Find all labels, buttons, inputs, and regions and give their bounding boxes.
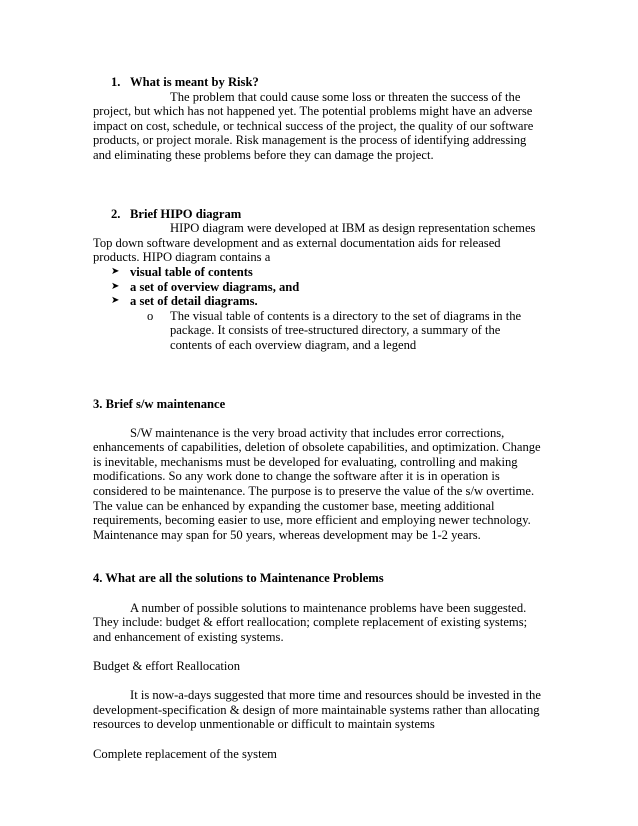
section2-body: HIPO diagram were developed at IBM as design representation schemes Top down software development and as external documentation aids for released products. HIPO diagram contains a [93,221,536,265]
section2-number: 2. [111,206,121,221]
section1-title: What is meant by Risk? [130,75,259,89]
complete-replacement-heading: Complete replacement of the system [93,746,277,761]
section1-body: The problem that could cause some loss or threaten the success of the project, but which has not happened yet. The potential problems might have an adverse impact on cost, schedule, or technical success of the project, the quality of our software products, or project morale. Risk management is the process of identifying addressing and eliminating these problems before they can damage the project. [93,89,534,162]
list-item [93,294,545,309]
arrow-bullet-icon: ➤ [111,295,120,307]
arrow-bullet-icon: ➤ [111,280,120,292]
hipo-bullet-list [93,265,545,309]
arrow-bullet-icon: ➤ [111,265,120,277]
section2-heading [93,207,545,222]
section3-body: S/W maintenance is the very broad activity that includes error corrections, enhancements of capabilities, deletion of obsolete capabilities, and optimization. Change is inevitable, mechanisms must be developed for evaluating, controlling and making modifications. So any work done to change the software after it is in operation is considered to be maintenance. The purpose is to preserve the value of the s/w overtime. The value can be enhanced by expanding the customer base, meeting additional requirements, becoming easier to use, more efficient and employing newer technology. Maintenance may span for 50 years, whereas development may be 1-2 years. [93,425,541,542]
budget-reallocation-heading: Budget & effort Reallocation [93,659,241,673]
section1-number: 1. [111,75,121,89]
document-page [93,75,545,761]
list-item [93,280,545,295]
bullet-text: visual table of contents [130,264,253,279]
section4-heading: 4. What are all the solutions to Maintenance Problems [93,571,384,586]
budget-reallocation-body: It is now-a-days suggested that more time and resources should be invested in the development-specification & design of more maintainable systems rather than allocating resources to develop unmentionable or difficult to maintain systems [93,688,541,732]
section1-heading [93,75,545,90]
bullet-text: a set of detail diagrams. [130,294,258,309]
sub-list-item [93,309,545,353]
sub-bullet-marker: o [147,308,154,323]
sub-item-text: The visual table of contents is a directory to the set of diagrams in the package. It consists of tree-structured directory, a summary of the contents of each overview diagram, and a legend [170,308,522,352]
list-item [93,265,545,280]
bullet-text: a set of overview diagrams, and [130,279,300,294]
section2-title: Brief HIPO diagram [130,206,242,221]
section4-body: A number of possible solutions to maintenance problems have been suggested. They include: budget & effort reallocation; complete replacement of existing systems; and enhancement of existing systems. [93,600,528,644]
section3-heading: 3. Brief s/w maintenance [93,396,226,411]
